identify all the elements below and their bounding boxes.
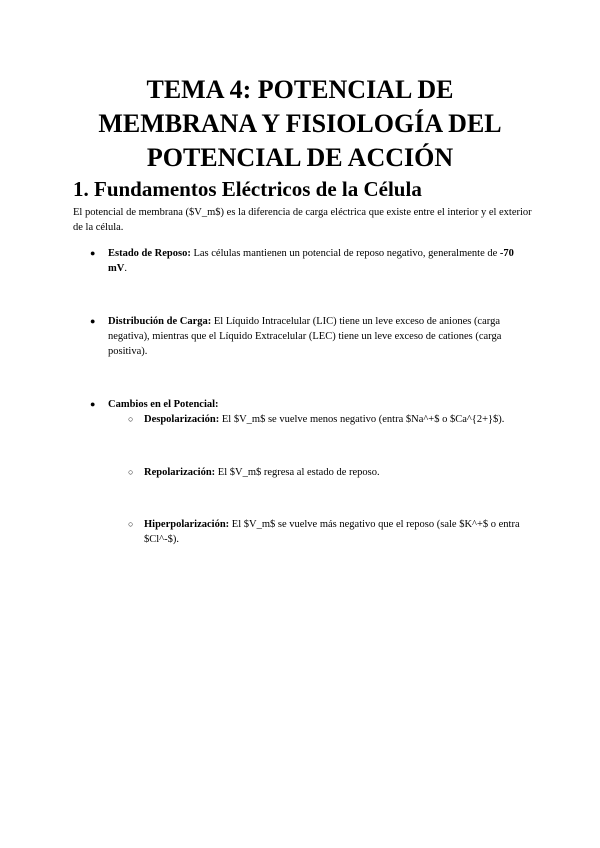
bullet-text: [108, 397, 530, 412]
bullet-distribucion-de-carga: [90, 314, 530, 359]
intro-paragraph: El potencial de membrana ($V_m$) es la diferencia de carga eléctrica que existe entre el interior y el exterior de la célula.: [73, 207, 532, 233]
bullet-text: [108, 314, 530, 359]
subitem-marker: ○: [128, 414, 134, 424]
bullet-label: Estado de Reposo:: [108, 248, 191, 259]
subitem-text: [144, 465, 532, 480]
subitem-marker: ○: [128, 467, 134, 477]
bullet-text: [108, 246, 530, 276]
subitem-label: Despolarización:: [144, 414, 220, 425]
bullet-body: Las células mantienen un potencial de reposo negativo, generalmente de: [190, 248, 500, 259]
bullet-marker: ●: [90, 248, 96, 258]
subitem-body: El $V_m$ se vuelve más negativo que el reposo (sale $K^+$ o entra $Cl^-$).: [144, 519, 520, 545]
subitem-label: Hiperpolarización:: [144, 519, 230, 530]
bullet-marker: ●: [90, 316, 96, 326]
bullet-estado-de-reposo: [90, 246, 530, 276]
subitem-repolarizacion: [128, 465, 532, 480]
bullet-marker: ●: [90, 399, 96, 409]
section-heading: 1. Fundamentos Eléctricos de la Célula: [73, 177, 422, 201]
subitem-hiperpolarizacion: [128, 517, 532, 547]
bullet-body: El Líquido Intracelular (LIC) tiene un leve exceso de aniones (carga negativa), mientras que el Líquido Extracelular (LEC) tiene un leve exceso de cationes (carga positiva).: [108, 316, 502, 357]
subitem-text: [144, 412, 532, 427]
bullet-label: Cambios en el Potencial:: [108, 399, 219, 410]
subitem-marker: ○: [128, 519, 134, 529]
subitem-despolarizacion: [128, 412, 532, 427]
title-line-2: MEMBRANA Y FISIOLOGÍA DEL: [98, 109, 502, 138]
bullet-body-end: .: [124, 263, 127, 274]
bullet-cambios-en-el-potencial: [90, 397, 530, 412]
document-title: [60, 73, 540, 175]
title-line-3: POTENCIAL DE ACCIÓN: [146, 143, 454, 172]
bullet-label: Distribución de Carga:: [108, 316, 212, 327]
subitem-body: El $V_m$ regresa al estado de reposo.: [215, 467, 380, 478]
subitem-body: El $V_m$ se vuelve menos negativo (entra $Na^+$ o $Ca^{2+}$).: [219, 414, 505, 425]
subitem-text: [144, 517, 532, 547]
bullet-value: -70 mV: [108, 248, 514, 274]
title-line-1: TEMA 4: POTENCIAL DE: [146, 75, 454, 104]
subitem-label: Repolarización:: [144, 467, 216, 478]
